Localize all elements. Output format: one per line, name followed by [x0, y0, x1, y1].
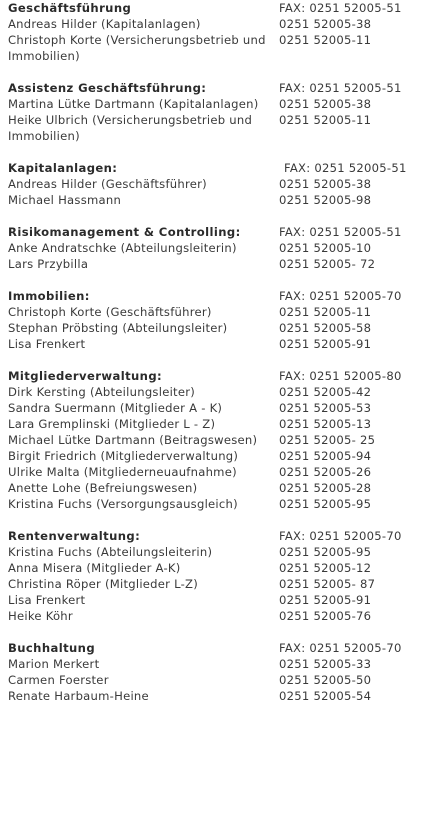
contact-name: Heike Köhr	[8, 609, 73, 623]
contact-name: Kristina Fuchs (Abteilungsleiterin)	[8, 545, 213, 559]
contact-row	[8, 656, 443, 672]
fax-number: FAX: 0251 52005-51	[279, 225, 402, 239]
fax-number: FAX: 0251 52005-80	[279, 369, 402, 383]
contact-row	[8, 96, 443, 112]
contact-row	[8, 32, 443, 64]
contact-row	[8, 112, 443, 144]
contact-phone[interactable]: 0251 52005-94	[279, 449, 372, 463]
contact-phone[interactable]: 0251 52005-42	[279, 385, 372, 399]
contact-name: Anette Lohe (Befreiungswesen)	[8, 481, 198, 495]
contact-phone[interactable]: 0251 52005-91	[279, 593, 372, 607]
contact-phone[interactable]: 0251 52005-50	[279, 673, 372, 687]
contact-phone[interactable]: 0251 52005-12	[279, 561, 372, 575]
section-rentenverwaltung	[8, 528, 443, 624]
contact-row	[8, 432, 443, 448]
contact-name: Lisa Frenkert	[8, 337, 86, 351]
section-heading	[8, 160, 443, 176]
contact-phone[interactable]: 0251 52005-28	[279, 481, 372, 495]
section-heading	[8, 288, 443, 304]
section-kapitalanlagen	[8, 160, 443, 208]
contact-phone[interactable]: 0251 52005-54	[279, 689, 372, 703]
section-title: Assistenz Geschäftsführung:	[8, 81, 207, 95]
contact-name: Andreas Hilder (Geschäftsführer)	[8, 177, 207, 191]
fax-number: FAX: 0251 52005-70	[279, 289, 402, 303]
contact-phone[interactable]: 0251 52005-11	[279, 33, 372, 47]
contact-row	[8, 496, 443, 512]
section-mitgliederverwaltung	[8, 368, 443, 512]
contact-name: Christina Röper (Mitglieder L-Z)	[8, 577, 199, 591]
contact-phone[interactable]: 0251 52005-11	[279, 113, 372, 127]
contact-row	[8, 400, 443, 416]
contact-row	[8, 464, 443, 480]
contact-row	[8, 256, 443, 272]
contact-phone[interactable]: 0251 52005- 25	[279, 433, 376, 447]
contact-row	[8, 672, 443, 688]
contact-row	[8, 416, 443, 432]
contact-phone[interactable]: 0251 52005-38	[279, 177, 372, 191]
contact-phone[interactable]: 0251 52005-11	[279, 305, 372, 319]
contact-row	[8, 304, 443, 320]
section-title: Geschäftsführung	[8, 1, 132, 15]
section-title: Immobilien:	[8, 289, 90, 303]
contact-name: Renate Harbaum-Heine	[8, 689, 149, 703]
contact-name: Stephan Pröbsting (Abteilungsleiter)	[8, 321, 228, 335]
contact-name: Lara Gremplinski (Mitglieder L - Z)	[8, 417, 216, 431]
contact-name: Birgit Friedrich (Mitgliederverwaltung)	[8, 449, 239, 463]
section-heading	[8, 640, 443, 656]
contact-name: Carmen Foerster	[8, 673, 109, 687]
section-risikomanagement	[8, 224, 443, 272]
contact-name: Dirk Kersting (Abteilungsleiter)	[8, 385, 196, 399]
fax-number: FAX: 0251 52005-70	[279, 529, 402, 543]
section-heading	[8, 368, 443, 384]
contact-name: Martina Lütke Dartmann (Kapitalanlagen)	[8, 97, 259, 111]
contact-name: Michael Hassmann	[8, 193, 122, 207]
contact-phone[interactable]: 0251 52005- 72	[279, 257, 376, 271]
contact-name: Andreas Hilder (Kapitalanlagen)	[8, 17, 201, 31]
fax-number: FAX: 0251 52005-51	[279, 81, 402, 95]
contact-name: Lars Przybilla	[8, 257, 89, 271]
contact-phone[interactable]: 0251 52005-33	[279, 657, 372, 671]
contact-row	[8, 320, 443, 336]
contact-name: Christoph Korte (Versicherungsbetrieb und Immobilien)	[8, 33, 266, 63]
section-title: Buchhaltung	[8, 641, 96, 655]
fax-number: FAX: 0251 52005-51	[279, 1, 402, 15]
contact-row	[8, 592, 443, 608]
fax-number: FAX: 0251 52005-51	[284, 161, 407, 175]
contact-name: Lisa Frenkert	[8, 593, 86, 607]
contact-name: Heike Ulbrich (Versicherungsbetrieb und Immobilien)	[8, 113, 253, 143]
contact-row	[8, 560, 443, 576]
contact-name: Kristina Fuchs (Versorgungsausgleich)	[8, 497, 238, 511]
contact-name: Ulrike Malta (Mitgliederneuaufnahme)	[8, 465, 237, 479]
contact-name: Christoph Korte (Geschäftsführer)	[8, 305, 212, 319]
contact-phone[interactable]: 0251 52005-38	[279, 97, 372, 111]
section-buchhaltung	[8, 640, 443, 704]
section-title: Risikomanagement & Controlling:	[8, 225, 241, 239]
contact-phone[interactable]: 0251 52005-10	[279, 241, 372, 255]
contact-name: Anke Andratschke (Abteilungsleiterin)	[8, 241, 237, 255]
contact-row	[8, 16, 443, 32]
section-heading	[8, 528, 443, 544]
contact-phone[interactable]: 0251 52005-58	[279, 321, 372, 335]
contact-name: Michael Lütke Dartmann (Beitragswesen)	[8, 433, 258, 447]
contact-row	[8, 384, 443, 400]
contact-row	[8, 576, 443, 592]
contact-phone[interactable]: 0251 52005-76	[279, 609, 372, 623]
section-heading	[8, 224, 443, 240]
contact-phone[interactable]: 0251 52005-98	[279, 193, 372, 207]
section-assistenz-geschaeftsfuehrung	[8, 80, 443, 144]
section-heading	[8, 80, 443, 96]
contact-row	[8, 608, 443, 624]
section-geschaeftsfuehrung	[8, 0, 443, 64]
contact-row	[8, 336, 443, 352]
contact-row	[8, 480, 443, 496]
contact-phone[interactable]: 0251 52005-95	[279, 545, 372, 559]
contact-phone[interactable]: 0251 52005-53	[279, 401, 372, 415]
contact-name: Anna Misera (Mitglieder A-K)	[8, 561, 181, 575]
section-title: Rentenverwaltung:	[8, 529, 141, 543]
section-title: Kapitalanlagen:	[8, 161, 118, 175]
section-heading	[8, 0, 443, 16]
contact-row	[8, 448, 443, 464]
contact-phone[interactable]: 0251 52005-26	[279, 465, 372, 479]
contact-row	[8, 688, 443, 704]
contact-phone[interactable]: 0251 52005-38	[279, 17, 372, 31]
section-immobilien	[8, 288, 443, 352]
contact-phone[interactable]: 0251 52005- 87	[279, 577, 376, 591]
fax-number: FAX: 0251 52005-70	[279, 641, 402, 655]
contact-name: Sandra Suermann (Mitglieder A - K)	[8, 401, 223, 415]
contact-name: Marion Merkert	[8, 657, 100, 671]
contact-row	[8, 192, 443, 208]
section-title: Mitgliederverwaltung:	[8, 369, 163, 383]
contact-phone[interactable]: 0251 52005-13	[279, 417, 372, 431]
contact-phone[interactable]: 0251 52005-95	[279, 497, 372, 511]
contact-row	[8, 176, 443, 192]
contact-row	[8, 544, 443, 560]
contact-row	[8, 240, 443, 256]
contact-phone[interactable]: 0251 52005-91	[279, 337, 372, 351]
